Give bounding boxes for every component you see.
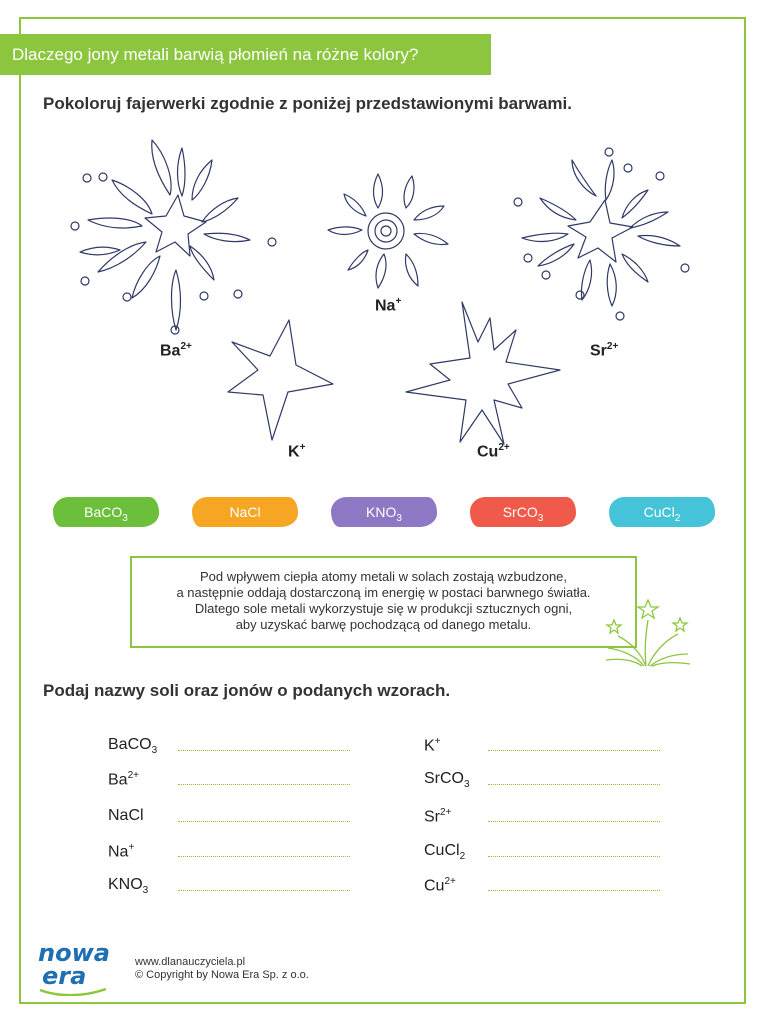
formula-label: K+ (424, 736, 441, 755)
answer-line[interactable] (488, 821, 660, 822)
answer-line[interactable] (178, 856, 350, 857)
answer-line[interactable] (178, 750, 350, 751)
firework-na-burst (328, 174, 448, 288)
answer-line[interactable] (178, 784, 350, 785)
answer-row-srco3 (424, 766, 664, 794)
ion-label-sr: $Sr^{2+}$ (590, 341, 619, 360)
salt-pill-nacl: NaCl (192, 497, 298, 527)
task-2-instruction: Podaj nazwy soli oraz jonów o podanych wzorach. (43, 681, 451, 700)
formula-label: SrCO$_3$ (424, 770, 470, 791)
formula-label: Na+ (108, 842, 135, 861)
logo-line-1: nowa (38, 939, 110, 967)
salt-pill-cucl2: CuCl$_2$ (609, 497, 715, 527)
firework-sr-star (568, 200, 633, 262)
answer-line[interactable] (488, 750, 660, 751)
firework-ba-star (145, 195, 206, 256)
salt-pill-srco3: SrCO$_3$ (470, 497, 576, 527)
info-text (130, 569, 637, 633)
formula-label: $Cu^{2+}$ (424, 876, 456, 895)
answer-line[interactable] (488, 890, 660, 891)
firework-sr-burst (514, 148, 689, 320)
fireworks-illustration (0, 0, 768, 470)
formula-label: BaCO$_3$ (108, 736, 158, 757)
formula-label: $Ba^{2+}$ (108, 770, 139, 789)
info-line: a następnie oddają dostarczoną im energię w postaci barwnego światła. (176, 585, 591, 600)
page-title: Dlaczego jony metali barwią płomień na różne kolory? (0, 34, 491, 75)
salt-pill-kno3: $KNO_3$ (331, 497, 437, 527)
info-line: Pod wpływem ciepła atomy metali w solach zostają wzbudzone, (199, 569, 568, 584)
answer-row-baco3 (108, 732, 358, 760)
footer-url[interactable]: www.dlanauczyciela.pl (135, 956, 246, 968)
ion-label-k: K+ (288, 442, 306, 461)
answer-row-cu-ion (424, 872, 664, 900)
firework-cu-burst (406, 302, 560, 444)
answer-row-k-ion (424, 732, 664, 760)
info-line: Dlatego sole metali wykorzystuje się w produkcji sztucznych ogni, (194, 601, 573, 616)
footer-copyright: © Copyright by Nowa Era Sp. z o.o. (135, 969, 309, 981)
fireworks-decoration-icon (600, 596, 692, 670)
ion-label-na: Na+ (375, 296, 402, 315)
answer-row-na-ion (108, 838, 358, 866)
answer-row-sr-ion (424, 803, 664, 831)
info-line: aby uzyskać barwę pochodzącą od danego metalu. (235, 617, 532, 632)
formula-label: NaCl (108, 807, 144, 824)
salt-pill-baco3: BaCO$_3$ (53, 497, 159, 527)
ion-label-cu: $Cu^{2+}$ (477, 442, 510, 461)
answer-line[interactable] (488, 856, 660, 857)
answer-row-cucl2 (424, 838, 664, 866)
formula-label: $KNO_3$ (108, 876, 149, 897)
formula-label: $Sr^{2+}$ (424, 807, 452, 826)
answer-row-kno3 (108, 872, 358, 900)
formula-label: CuCl$_2$ (424, 842, 466, 863)
answer-line[interactable] (178, 821, 350, 822)
task-1-instruction: Pokoloruj fajerwerki zgodnie z poniżej przedstawionymi barwami. (43, 94, 572, 113)
nowa-era-logo (38, 939, 110, 996)
answer-line[interactable] (488, 784, 660, 785)
logo-line-2: era (42, 962, 87, 990)
answer-line[interactable] (178, 890, 350, 891)
firework-k-star (228, 320, 333, 440)
firework-ba-burst (71, 140, 276, 334)
answer-row-nacl (108, 803, 358, 831)
ion-label-ba: $Ba^{2+}$ (160, 341, 192, 360)
answer-row-ba-ion (108, 766, 358, 794)
footer-text (135, 956, 309, 982)
